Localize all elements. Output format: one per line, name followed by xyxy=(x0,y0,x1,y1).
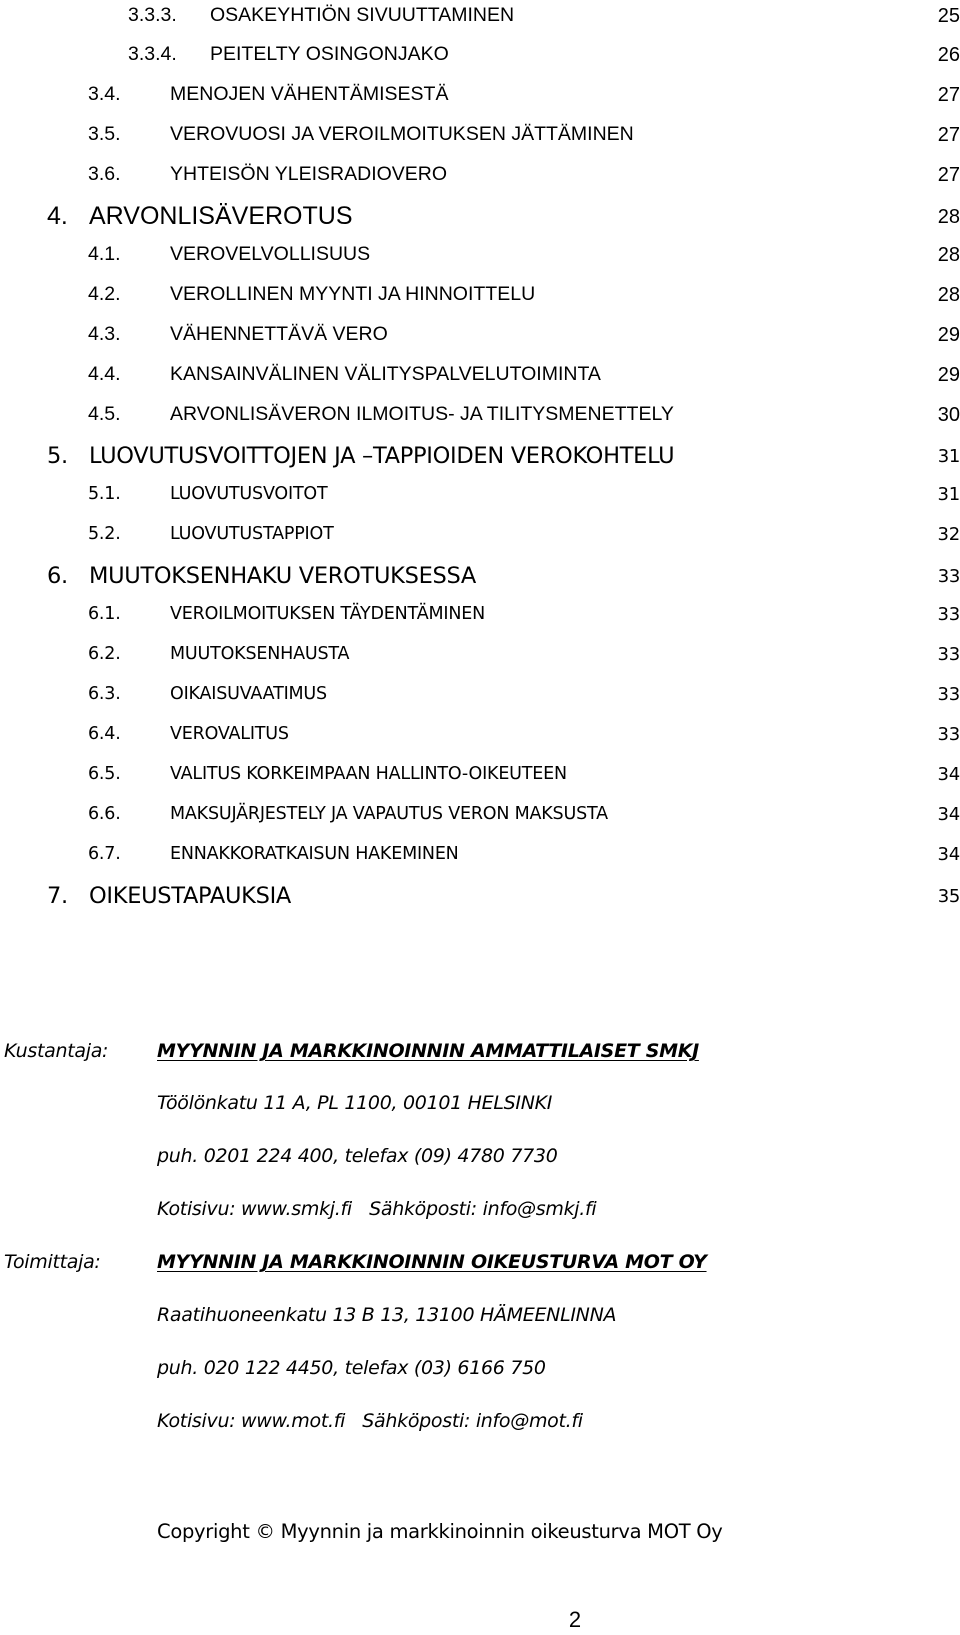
toc-entry-title: MUUTOKSENHAKU VEROTUKSESSA xyxy=(89,563,476,589)
editor-label: Toimittaja: xyxy=(4,1251,101,1273)
toc-entry-title: YHTEISÖN YLEISRADIOVERO xyxy=(170,163,448,185)
toc-entry-number: 5.1. xyxy=(88,484,121,504)
toc-entry-number: 3.3.3. xyxy=(128,4,177,26)
toc-entry-number: 3.4. xyxy=(88,83,121,105)
toc-entry-number: 4.5. xyxy=(88,403,121,425)
toc-entry-number: 5. xyxy=(47,443,68,469)
toc-entry-page: 26 xyxy=(937,44,960,66)
toc-entry-title: MUUTOKSENHAUSTA xyxy=(170,644,350,664)
toc-entry-page: 31 xyxy=(937,484,960,505)
toc-entry-number: 6.6. xyxy=(88,804,121,824)
toc-entry-page: 34 xyxy=(937,804,960,825)
toc-entry-page: 32 xyxy=(937,524,960,545)
toc-entry-page: 27 xyxy=(937,84,960,106)
toc-entry xyxy=(0,681,960,715)
toc-entry-page: 35 xyxy=(937,886,960,907)
toc-entry-page: 33 xyxy=(937,724,960,745)
toc-entry-page: 29 xyxy=(937,324,960,346)
toc-entry-page: 33 xyxy=(937,684,960,705)
toc-entry-page: 29 xyxy=(937,364,960,386)
editor-address: Raatihuoneenkatu 13 B 13, 13100 HÄMEENLINNA xyxy=(157,1304,617,1326)
toc-entry-number: 6.7. xyxy=(88,844,121,864)
toc-entry-title: ARVONLISÄVERON ILMOITUS- JA TILITYSMENETTELY xyxy=(170,403,674,425)
toc-entry xyxy=(0,601,960,635)
toc-entry-title: PEITELTY OSINGONJAKO xyxy=(210,43,449,65)
toc-chapter xyxy=(0,200,960,234)
toc-entry-page: 28 xyxy=(937,244,960,266)
toc-entry-page: 33 xyxy=(937,566,960,587)
toc-entry-number: 6.2. xyxy=(88,644,121,664)
toc-entry xyxy=(0,321,960,355)
toc-entry-number: 6. xyxy=(47,563,68,589)
toc-entry-title: OIKEUSTAPAUKSIA xyxy=(89,883,292,909)
toc-entry-title: VALITUS KORKEIMPAAN HALLINTO-OIKEUTEEN xyxy=(170,764,567,784)
editor-name: MYYNNIN JA MARKKINOINNIN OIKEUSTURVA MOT OY xyxy=(157,1251,707,1273)
publisher-name: MYYNNIN JA MARKKINOINNIN AMMATTILAISET SMKJ xyxy=(157,1040,699,1062)
toc-entry-page: 33 xyxy=(937,604,960,625)
editor-phone: puh. 020 122 4450, telefax (03) 6166 750 xyxy=(157,1357,546,1379)
toc-entry-page: 34 xyxy=(937,764,960,785)
toc-entry xyxy=(0,41,960,75)
toc-entry-number: 6.4. xyxy=(88,724,121,744)
toc-entry-page: 33 xyxy=(937,644,960,665)
toc-entry-page: 25 xyxy=(937,5,960,27)
toc-entry xyxy=(0,481,960,515)
toc-entry xyxy=(0,641,960,675)
toc-entry xyxy=(0,841,960,875)
toc-entry-number: 6.5. xyxy=(88,764,121,784)
toc-entry-title: MENOJEN VÄHENTÄMISESTÄ xyxy=(170,83,449,105)
toc-entry-page: 34 xyxy=(937,844,960,865)
toc-entry-number: 4.3. xyxy=(88,323,121,345)
toc-entry xyxy=(0,721,960,755)
toc-entry-title: VEROVELVOLLISUUS xyxy=(170,243,371,265)
toc-entry xyxy=(0,81,960,115)
toc-entry-number: 4.4. xyxy=(88,363,121,385)
toc-entry-title: ARVONLISÄVEROTUS xyxy=(89,202,353,230)
toc-entry-number: 4. xyxy=(47,202,68,230)
toc-entry-number: 4.2. xyxy=(88,283,121,305)
toc-entry xyxy=(0,281,960,315)
toc-entry-title: KANSAINVÄLINEN VÄLITYSPALVELUTOIMINTA xyxy=(170,363,601,385)
toc-entry-title: VEROVALITUS xyxy=(170,724,289,744)
toc-entry xyxy=(0,401,960,435)
page-number: 2 xyxy=(568,1607,582,1632)
toc-entry xyxy=(0,2,960,36)
toc-entry-number: 3.5. xyxy=(88,123,121,145)
toc-entry-title: ENNAKKORATKAISUN HAKEMINEN xyxy=(170,844,459,864)
toc-entry-title: MAKSUJÄRJESTELY JA VAPAUTUS VERON MAKSUSTA xyxy=(170,804,608,824)
publisher-address: Töölönkatu 11 A, PL 1100, 00101 HELSINKI xyxy=(157,1092,553,1114)
toc-entry-page: 27 xyxy=(937,164,960,186)
toc-chapter xyxy=(0,440,960,474)
toc-entry-title: VEROLLINEN MYYNTI JA HINNOITTELU xyxy=(170,283,536,305)
toc-entry xyxy=(0,241,960,275)
toc-entry-number: 5.2. xyxy=(88,524,121,544)
toc-entry xyxy=(0,361,960,395)
toc-entry-title: LUOVUTUSVOITOT xyxy=(170,484,328,504)
editor-web: Kotisivu: www.mot.fi Sähköposti: info@mot.fi xyxy=(157,1410,583,1432)
toc-entry xyxy=(0,121,960,155)
toc-chapter xyxy=(0,560,960,594)
toc-entry-title: OIKAISUVAATIMUS xyxy=(170,684,327,704)
toc-entry-number: 6.3. xyxy=(88,684,121,704)
copyright-notice: Copyright © Myynnin ja markkinoinnin oikeusturva MOT Oy xyxy=(157,1520,723,1543)
toc-entry xyxy=(0,161,960,195)
toc-entry-page: 27 xyxy=(937,124,960,146)
toc-entry-title: OSAKEYHTIÖN SIVUUTTAMINEN xyxy=(210,4,515,26)
toc-entry-page: 28 xyxy=(937,284,960,306)
toc-entry-number: 3.3.4. xyxy=(128,43,177,65)
toc-chapter xyxy=(0,880,960,914)
toc-entry-page: 30 xyxy=(937,404,960,426)
toc-entry-title: LUOVUTUSTAPPIOT xyxy=(170,524,334,544)
publisher-label: Kustantaja: xyxy=(4,1040,109,1062)
toc-entry-number: 3.6. xyxy=(88,163,121,185)
toc-entry xyxy=(0,521,960,555)
publisher-phone: puh. 0201 224 400, telefax (09) 4780 7730 xyxy=(157,1145,558,1167)
toc-entry-number: 6.1. xyxy=(88,604,121,624)
toc-entry-number: 7. xyxy=(47,883,68,909)
toc-entry-page: 28 xyxy=(937,206,960,228)
toc-entry-title: VEROVUOSI JA VEROILMOITUKSEN JÄTTÄMINEN xyxy=(170,123,634,145)
toc-entry-page: 31 xyxy=(937,446,960,467)
toc-entry-number: 4.1. xyxy=(88,243,121,265)
toc-entry-title: LUOVUTUSVOITTOJEN JA –TAPPIOIDEN VEROKOHTELU xyxy=(89,443,675,469)
toc-entry xyxy=(0,761,960,795)
toc-entry xyxy=(0,801,960,835)
toc-entry-title: VÄHENNETTÄVÄ VERO xyxy=(170,323,388,345)
publisher-web: Kotisivu: www.smkj.fi Sähköposti: info@smkj.fi xyxy=(157,1198,597,1220)
toc-entry-title: VEROILMOITUKSEN TÄYDENTÄMINEN xyxy=(170,604,485,624)
